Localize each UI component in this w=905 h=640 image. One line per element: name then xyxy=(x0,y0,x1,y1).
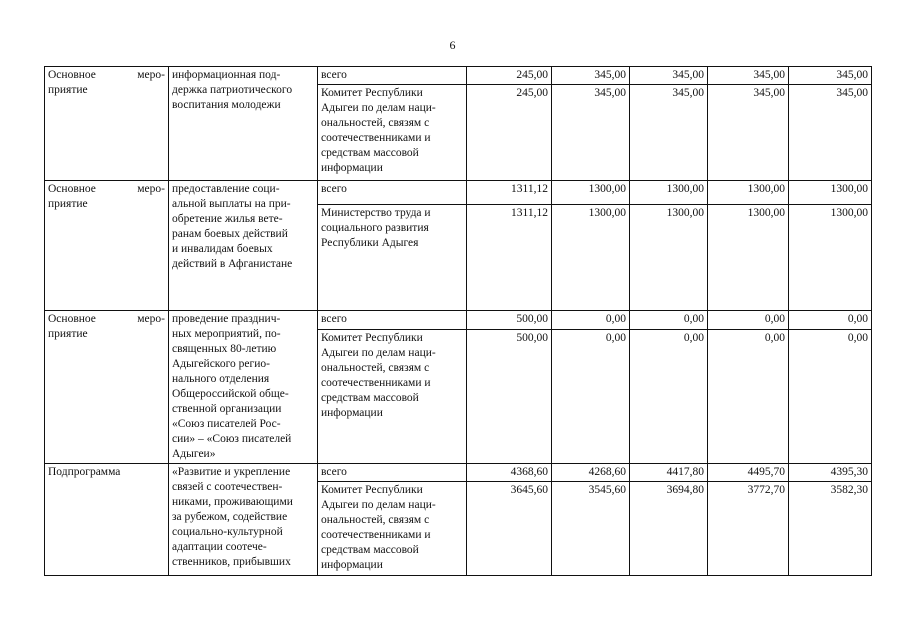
total-value-cell: 4495,70 xyxy=(708,464,789,482)
text-line: за рубежом, содействие xyxy=(172,511,288,523)
text-line: средствам массовой xyxy=(321,147,419,159)
text-line: соотечественниками и xyxy=(321,132,431,144)
text-line: информации xyxy=(321,407,383,420)
text-line: «Союз писателей Рос- xyxy=(172,418,281,430)
budget-table xyxy=(44,66,872,576)
text-line: священных 80-летию xyxy=(172,343,277,355)
total-value-cell: 345,00 xyxy=(789,67,872,85)
total-value-cell: 1300,00 xyxy=(552,181,630,205)
text-line: соотечественниками и xyxy=(321,529,431,541)
text-line: ных мероприятий, по- xyxy=(172,328,281,340)
row-type-cell xyxy=(45,67,169,181)
text-line: средствам массовой xyxy=(321,392,419,405)
row-type-word: меро- xyxy=(137,183,165,195)
executor-value-cell: 345,00 xyxy=(552,85,630,181)
text-line: ственной организации xyxy=(172,403,282,415)
total-value-cell: 500,00 xyxy=(467,311,552,330)
total-value-cell: 1300,00 xyxy=(708,181,789,205)
text-line: предоставление соци- xyxy=(172,183,280,195)
text-line: Адыгеи по делам наци- xyxy=(321,102,436,114)
total-value-cell: 345,00 xyxy=(552,67,630,85)
text-line: Комитет Республики xyxy=(321,332,423,345)
row-type-cell xyxy=(45,311,169,464)
row-type-word: Основное xyxy=(48,183,96,195)
text-line: «Развитие и укрепление xyxy=(172,466,291,478)
text-line: Адыгеи по делам наци- xyxy=(321,347,436,360)
executor-value-cell: 0,00 xyxy=(630,330,708,464)
text-line: Общероссийской обще- xyxy=(172,388,289,400)
executor-cell xyxy=(318,205,467,311)
total-label-cell: всего xyxy=(318,311,467,330)
text-line: информации xyxy=(321,162,383,174)
total-value-cell: 0,00 xyxy=(708,311,789,330)
total-value-cell: 245,00 xyxy=(467,67,552,85)
text-line: Адыгеи по делам наци- xyxy=(321,499,436,511)
text-line: действий в Афганистане xyxy=(172,258,293,270)
row-type-word: Основное xyxy=(48,69,96,81)
row-type-cell xyxy=(45,464,169,576)
executor-value-cell: 0,00 xyxy=(708,330,789,464)
text-line: соотечественниками и xyxy=(321,377,431,390)
executor-value-cell: 0,00 xyxy=(789,330,872,464)
total-label-cell: всего xyxy=(318,464,467,482)
total-value-cell: 1300,00 xyxy=(630,181,708,205)
row-type-cell xyxy=(45,181,169,311)
total-value-cell: 0,00 xyxy=(630,311,708,330)
executor-value-cell: 1300,00 xyxy=(630,205,708,311)
text-line: социального развития xyxy=(321,222,429,234)
table-row xyxy=(45,311,872,330)
total-value-cell: 345,00 xyxy=(630,67,708,85)
text-line: нального отделения xyxy=(172,373,270,385)
executor-value-cell: 3582,30 xyxy=(789,482,872,576)
row-type-word: Основное xyxy=(48,313,96,325)
text-line: Адыгеи» xyxy=(172,448,216,460)
text-line: ранам боевых действий xyxy=(172,228,288,240)
executor-value-cell: 0,00 xyxy=(552,330,630,464)
text-line: никами, проживающими xyxy=(172,496,293,508)
total-value-cell: 4417,80 xyxy=(630,464,708,482)
text-line: связей с соотечествен- xyxy=(172,481,283,493)
total-value-cell: 345,00 xyxy=(708,67,789,85)
description-cell xyxy=(169,311,318,464)
executor-value-cell: 345,00 xyxy=(708,85,789,181)
page-number: 6 xyxy=(449,38,456,52)
executor-value-cell: 3772,70 xyxy=(708,482,789,576)
row-type-line xyxy=(48,68,165,83)
row-type-line: приятие xyxy=(48,328,88,340)
executor-value-cell: 1300,00 xyxy=(552,205,630,311)
text-line: Республики Адыгея xyxy=(321,237,419,249)
total-value-cell: 0,00 xyxy=(789,311,872,330)
executor-value-cell: 345,00 xyxy=(630,85,708,181)
executor-value-cell: 345,00 xyxy=(789,85,872,181)
executor-value-cell: 1300,00 xyxy=(708,205,789,311)
total-value-cell: 1311,12 xyxy=(467,181,552,205)
text-line: ональностей, связям с xyxy=(321,514,430,526)
executor-value-cell: 3694,80 xyxy=(630,482,708,576)
text-line: Комитет Республики xyxy=(321,87,423,99)
row-type-word: меро- xyxy=(137,69,165,81)
text-line: социально-культурной xyxy=(172,526,283,538)
row-type-line: приятие xyxy=(48,84,88,96)
text-line: адаптации соотече- xyxy=(172,541,267,553)
total-value-cell: 0,00 xyxy=(552,311,630,330)
text-line: информационная под- xyxy=(172,69,281,81)
table-row xyxy=(45,67,872,85)
text-line: воспитания молодежи xyxy=(172,99,281,111)
table-row xyxy=(45,464,872,482)
text-line: держка патриотического xyxy=(172,84,293,96)
total-value-cell: 1300,00 xyxy=(789,181,872,205)
executor-value-cell: 1300,00 xyxy=(789,205,872,311)
text-line: Министерство труда и xyxy=(321,207,431,219)
text-line: ственников, прибывших xyxy=(172,556,291,568)
executor-value-cell: 3645,60 xyxy=(467,482,552,576)
text-line: средствам массовой xyxy=(321,544,419,556)
text-line: и инвалидам боевых xyxy=(172,243,273,255)
text-line: информации xyxy=(321,559,383,571)
text-line: ональностей, связям с xyxy=(321,362,430,375)
description-cell xyxy=(169,181,318,311)
row-type-word: меро- xyxy=(137,313,165,325)
executor-value-cell: 245,00 xyxy=(467,85,552,181)
text-line: Комитет Республики xyxy=(321,484,423,496)
text-line: ональностей, связям с xyxy=(321,117,430,129)
row-type-line xyxy=(48,312,165,327)
description-cell xyxy=(169,67,318,181)
total-value-cell: 4268,60 xyxy=(552,464,630,482)
text-line: альной выплаты на при- xyxy=(172,198,291,210)
executor-cell xyxy=(318,482,467,576)
executor-cell xyxy=(318,85,467,181)
text-line: проведение празднич- xyxy=(172,313,281,325)
row-type-line: приятие xyxy=(48,198,88,210)
total-label-cell: всего xyxy=(318,67,467,85)
row-type-line xyxy=(48,182,165,197)
text-line: Подпрограмма xyxy=(48,466,121,478)
text-line: сии» – «Союз писателей xyxy=(172,433,292,445)
total-value-cell: 4368,60 xyxy=(467,464,552,482)
description-cell xyxy=(169,464,318,576)
total-label-cell: всего xyxy=(318,181,467,205)
executor-value-cell: 3545,60 xyxy=(552,482,630,576)
total-value-cell: 4395,30 xyxy=(789,464,872,482)
executor-value-cell: 1311,12 xyxy=(467,205,552,311)
text-line: Адыгейского регио- xyxy=(172,358,270,370)
table-row xyxy=(45,181,872,205)
executor-value-cell: 500,00 xyxy=(467,330,552,464)
text-line: обретение жилья вете- xyxy=(172,213,283,225)
executor-cell xyxy=(318,330,467,464)
